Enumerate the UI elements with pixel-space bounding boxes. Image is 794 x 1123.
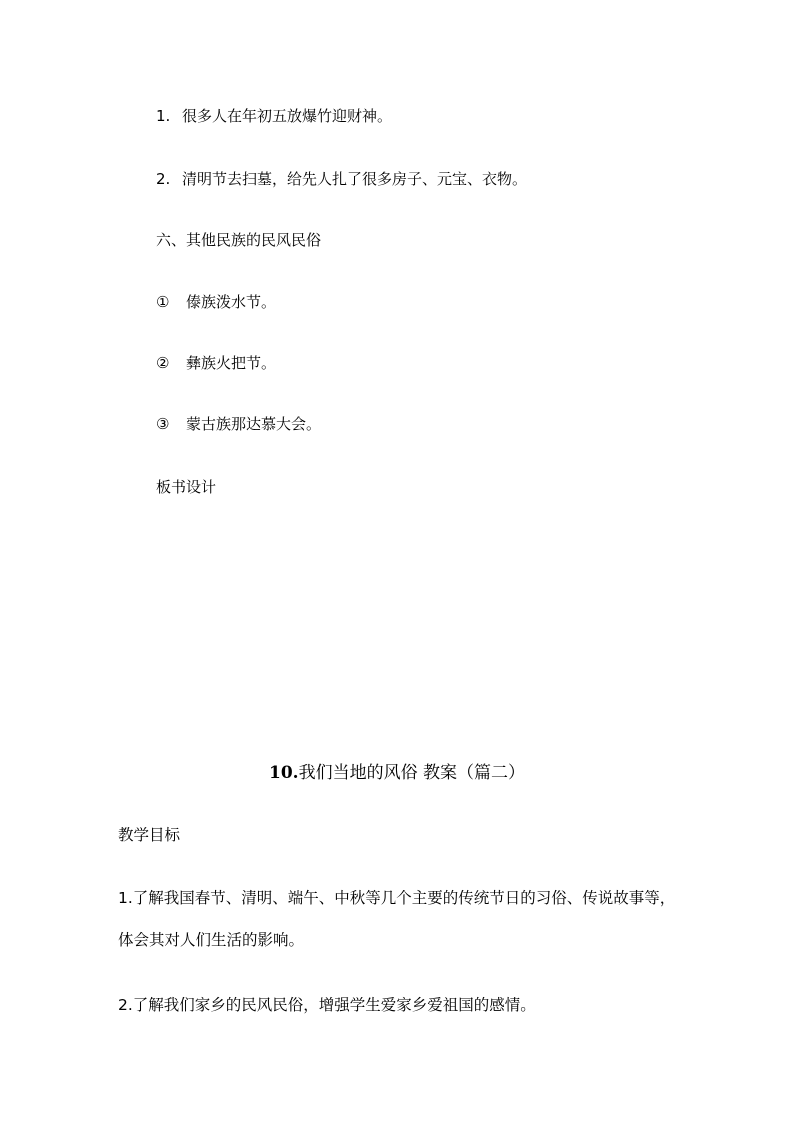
- list-item-text: 清明节去扫墓，给先人扎了很多房子、元宝、衣物。: [182, 170, 528, 188]
- list-item: [156, 106, 392, 126]
- list-item: [156, 353, 276, 373]
- list-item: [156, 292, 276, 312]
- objective-2: 2.了解我们家乡的民风民俗，增强学生爱家乡爱祖国的感情。: [118, 996, 536, 1014]
- list-item: [156, 414, 321, 434]
- list-item-number: 1.: [156, 107, 171, 125]
- objective-1-line-2: 体会其对人们生活的影响。: [118, 931, 305, 949]
- document-title: [0, 762, 794, 784]
- objective-1-line-1: 1.了解我国春节、清明、端午、中秋等几个主要的传统节日的习俗、传说故事等，: [118, 889, 676, 907]
- list-item-marker: ②: [156, 354, 170, 372]
- list-item-text: 蒙古族那达慕大会。: [186, 415, 322, 433]
- list-item-text: 傣族泼水节。: [186, 293, 277, 311]
- board-design-label: 板书设计: [156, 478, 217, 496]
- list-item-text: 彝族火把节。: [186, 354, 277, 372]
- list-item-marker: ①: [156, 293, 170, 311]
- title-number: 10.: [269, 763, 299, 783]
- list-item-text: 很多人在年初五放爆竹迎财神。: [182, 107, 393, 125]
- list-item-number: 2.: [156, 170, 171, 188]
- list-item-marker: ③: [156, 415, 170, 433]
- list-item: [156, 169, 527, 189]
- section-heading: 六、其他民族的民风民俗: [156, 231, 322, 249]
- objectives-heading: 教学目标: [118, 826, 181, 844]
- title-text: 我们当地的风俗 教案（篇二）: [298, 763, 525, 783]
